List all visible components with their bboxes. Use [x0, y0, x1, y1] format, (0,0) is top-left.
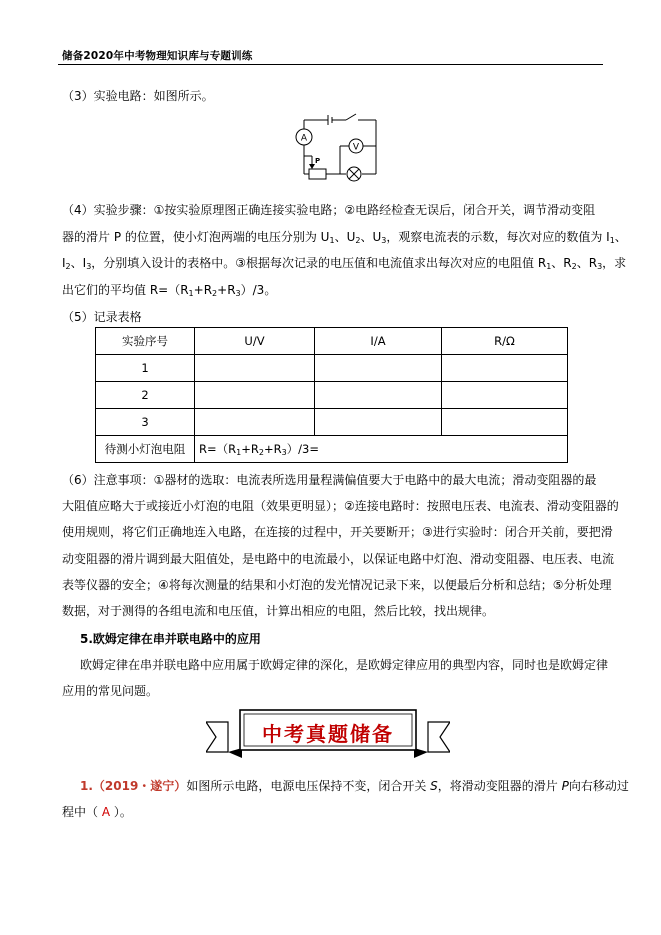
- table-header: I/A: [315, 328, 442, 355]
- section-5-line-1: 欧姆定律在串并联电路中应用属于欧姆定律的深化，是欧姆定律应用的典型内容，同时也是欧姆定律: [80, 658, 609, 672]
- formula-cell: $R=(R_1+R_2+R_3)/3=$: [195, 436, 568, 463]
- table-row: [96, 436, 568, 463]
- step-4-line-2: 器的滑片 P 的位置，使小灯泡两端的电压分别为 $U_1$、$U_2$、$U_3$，观察电流表的示数，每次对应的数值为 $I_1$、: [62, 230, 627, 245]
- step-6-line-2: 大阻值应略大于或接近小灯泡的电阻（效果更明显）；②连接电路时：按照电压表、电流表、滑动变阻器的: [62, 499, 619, 513]
- table-row: [96, 382, 568, 409]
- section-5-title: 5.欧姆定律在串并联电路中的应用: [80, 632, 261, 646]
- table-row: [96, 355, 568, 382]
- circuit-diagram: [290, 112, 390, 188]
- table-header: R/Ω: [442, 328, 568, 355]
- question-1-line-2: 程中（ A ）。: [62, 805, 132, 819]
- switch-blade: [346, 114, 356, 120]
- step-4-line-4: 出它们的平均值 $R=(R_1+R_2+R_3)/3$。: [62, 283, 277, 298]
- step-6-line-5: 表等仪器的安全；④将每次测量的结果和小灯泡的发光情况记录下来，以便最后分析和总结；⑤分析处理: [62, 578, 612, 592]
- rheostat: [309, 169, 326, 179]
- table-cell: 待测小灯泡电阻: [96, 436, 195, 463]
- slider-label: P: [315, 157, 321, 165]
- table-cell: 1: [96, 355, 195, 382]
- step-6-line-1: （6）注意事项：①器材的选取：电流表所选用量程满偏值要大于电路中的最大电流；滑动变阻器的最: [62, 473, 597, 487]
- banner-title: 中考真题储备: [262, 722, 394, 746]
- answer-text: A: [101, 805, 111, 819]
- record-table: [95, 327, 568, 463]
- table-cell: 2: [96, 382, 195, 409]
- step-3-text: （3）实验电路：如图所示。: [62, 89, 214, 103]
- question-1-line-1: 1.（2019・遂宁）如图所示电路，电源电压保持不变，闭合开关 S，将滑动变阻器的滑片 P向右移动过: [80, 779, 629, 793]
- step-5-text: （5）记录表格: [62, 310, 142, 324]
- step-6-line-3: 使用规则，将它们正确地连入电路，在连接的过程中，开关要断开；③进行实验时：闭合开关前，要把滑: [62, 525, 613, 539]
- table-header: 实验序号: [96, 328, 195, 355]
- table-header: U/V: [195, 328, 315, 355]
- section-5-line-2: 应用的常见问题。: [62, 684, 159, 698]
- table-cell: 3: [96, 409, 195, 436]
- question-number: 1.（2019・遂宁）: [80, 779, 187, 793]
- ammeter-label: A: [300, 133, 308, 144]
- page-header: 储备2020年中考物理知识库与专题训练: [62, 50, 253, 62]
- header-rule: [58, 64, 603, 65]
- table-header-row: [96, 328, 568, 355]
- step-4-line-3: $I_2$、$I_3$，分别填入设计的表格中。③根据每次记录的电压值和电流值求出每次对应的电阻值 $R_1$、$R_2$、$R_3$，求: [62, 256, 627, 271]
- step-4-line-1: （4）实验步骤：①按实验原理图正确连接实验电路；②电路经检查无误后，闭合开关，调节滑动变阻: [62, 203, 596, 217]
- step-6-line-4: 动变阻器的滑片调到最大阻值处，是电路中的电流最小，以保证电路中灯泡、滑动变阻器、电压表、电流: [62, 552, 615, 566]
- step-6-line-6: 数据，对于测得的各组电流和电压值，计算出相应的电阻，然后比较，找出规律。: [62, 604, 495, 618]
- voltmeter-label: V: [352, 142, 360, 153]
- table-row: [96, 409, 568, 436]
